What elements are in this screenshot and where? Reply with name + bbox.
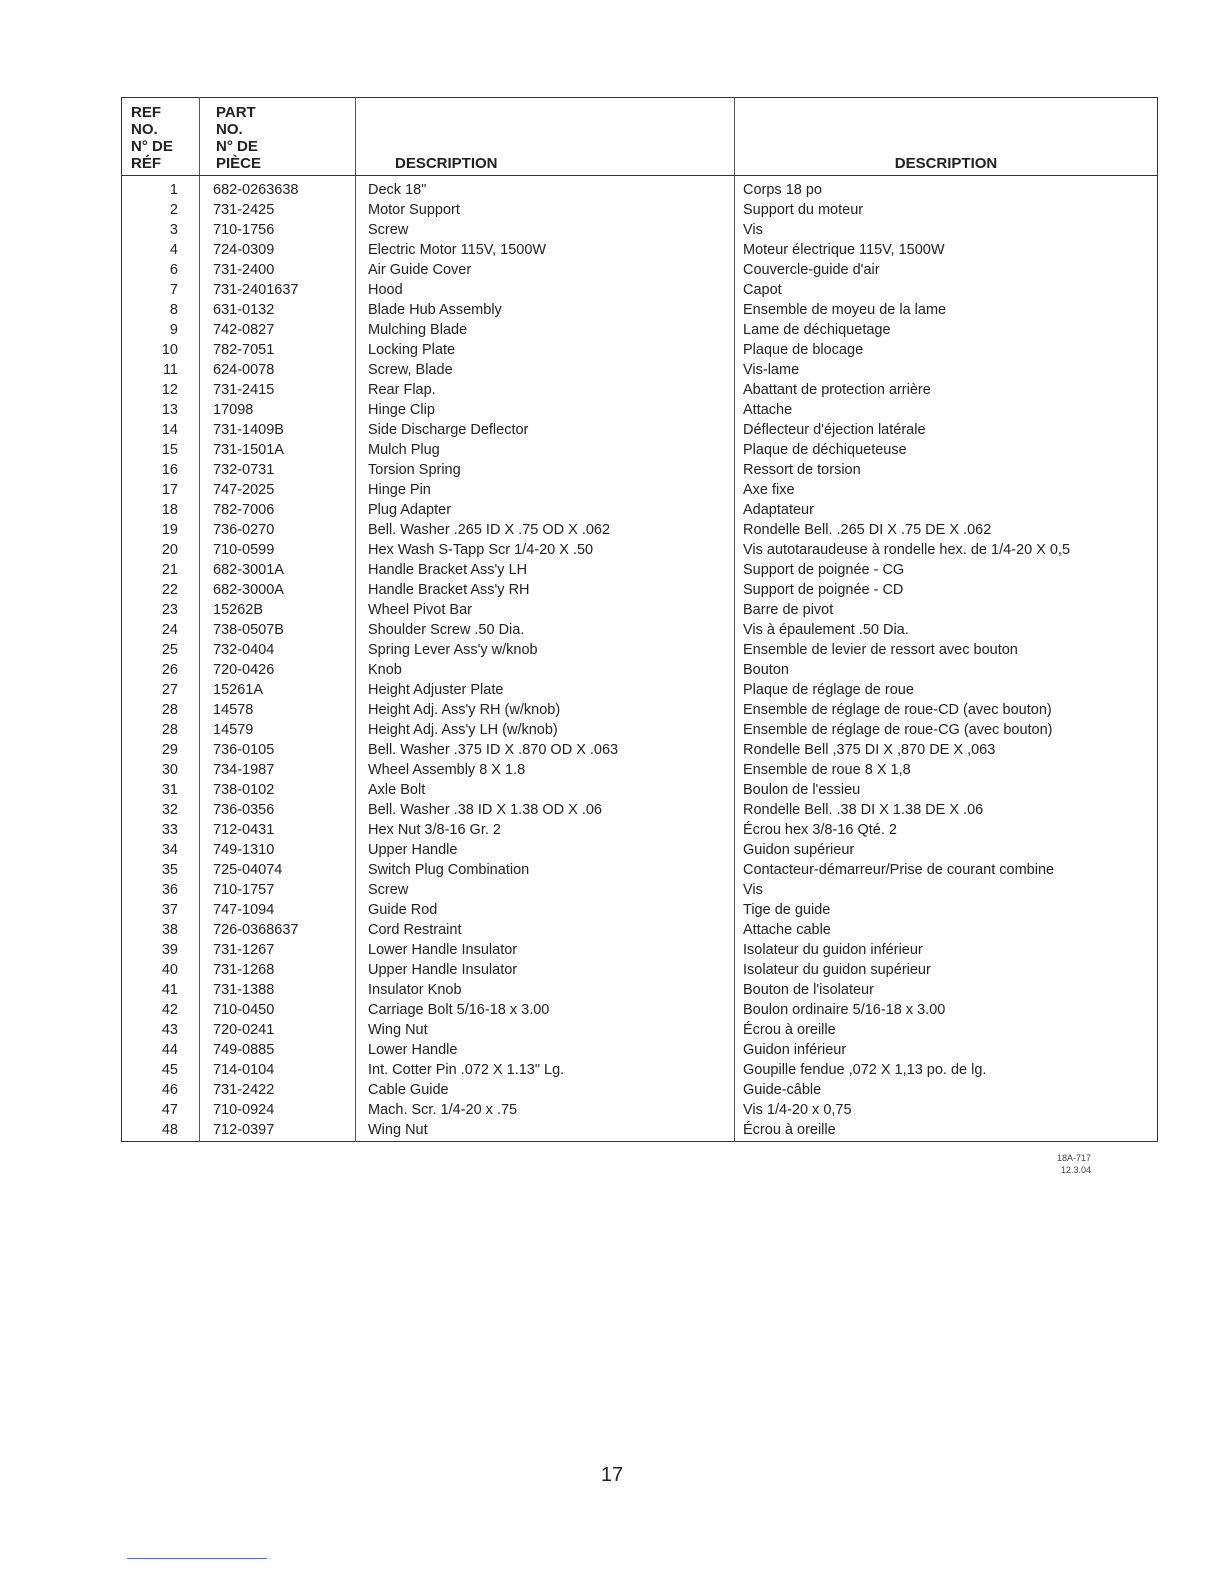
part-number-cell: 782-7051 (200, 340, 356, 360)
description-fr-cell: Plaque de blocage (743, 342, 864, 358)
ref-number-cell: 34 (122, 840, 200, 860)
description-en-cell: Mach. Scr. 1/4-20 x .75 (356, 1100, 735, 1120)
ref-number-cell: 8 (122, 300, 200, 320)
table-row (122, 900, 1158, 920)
part-number-cell: 710-1756 (200, 220, 356, 240)
description-en-cell: Axle Bolt (356, 780, 735, 800)
description-en-cell: Lower Handle (356, 1040, 735, 1060)
ref-no-header (122, 98, 200, 176)
table-row (122, 500, 1158, 520)
part-number-cell: 17098 (200, 400, 356, 420)
table-row (122, 560, 1158, 580)
table-row (122, 980, 1158, 1000)
description-en-cell: Wheel Pivot Bar (356, 600, 735, 620)
part-number-cell: 731-2425 (200, 200, 356, 220)
parts-table-body (122, 176, 1158, 1142)
description-en-cell: Handle Bracket Ass'y RH (356, 580, 735, 600)
part-number-cell: 710-0924 (200, 1100, 356, 1120)
ref-number-cell: 9 (122, 320, 200, 340)
table-row (122, 720, 1158, 740)
table-row (122, 176, 1158, 201)
table-row (122, 660, 1158, 680)
ref-number-cell: 28 (122, 700, 200, 720)
ref-number-cell: 41 (122, 980, 200, 1000)
description-en-cell: Int. Cotter Pin .072 X 1.13" Lg. (356, 1060, 735, 1080)
ref-header-line: REF (131, 104, 161, 121)
part-number-cell: 725-04074 (200, 860, 356, 880)
ref-number-cell: 43 (122, 1020, 200, 1040)
part-number-cell: 731-1388 (200, 980, 356, 1000)
description-fr-cell: Ensemble de réglage de roue-CD (avec bouton) (743, 702, 1052, 718)
ref-number-cell: 47 (122, 1100, 200, 1120)
table-row (122, 520, 1158, 540)
ref-number-cell: 19 (122, 520, 200, 540)
table-row (122, 460, 1158, 480)
description-en-cell: Torsion Spring (356, 460, 735, 480)
description-en-cell: Rear Flap. (356, 380, 735, 400)
description-fr-cell: Barre de pivot (743, 602, 834, 618)
table-row (122, 880, 1158, 900)
description-fr-cell: Ensemble de levier de ressort avec bouton (743, 642, 1018, 658)
description-fr-cell: Support de poignée - CG (743, 562, 905, 578)
ref-number-cell: 21 (122, 560, 200, 580)
description-fr-cell: Vis (743, 882, 763, 898)
table-row (122, 620, 1158, 640)
description-fr-cell: Ressort de torsion (743, 462, 861, 478)
part-header-line: N° DE (216, 138, 258, 155)
ref-number-cell: 20 (122, 540, 200, 560)
description-fr-cell: Rondelle Bell. .38 DI X 1.38 DE X .06 (743, 802, 984, 818)
ref-number-cell: 16 (122, 460, 200, 480)
description-fr-cell: Isolateur du guidon supérieur (743, 962, 931, 978)
ref-number-cell: 22 (122, 580, 200, 600)
description-fr-cell: Plaque de déchiqueteuse (743, 442, 907, 458)
document-code (1057, 1152, 1091, 1176)
ref-number-cell: 33 (122, 820, 200, 840)
ref-number-cell: 1 (122, 176, 200, 201)
part-number-cell: 738-0102 (200, 780, 356, 800)
ref-number-cell: 30 (122, 760, 200, 780)
description-fr-cell: Capot (743, 282, 782, 298)
part-number-cell: 710-0450 (200, 1000, 356, 1020)
part-number-cell: 749-0885 (200, 1040, 356, 1060)
ref-number-cell: 13 (122, 400, 200, 420)
table-header-row (122, 98, 1158, 176)
description-en-cell: Bell. Washer .38 ID X 1.38 OD X .06 (356, 800, 735, 820)
table-row (122, 1100, 1158, 1120)
description-en-cell: Motor Support (356, 200, 735, 220)
description-fr-cell: Vis 1/4-20 x 0,75 (743, 1102, 852, 1118)
description-en-cell: Mulch Plug (356, 440, 735, 460)
table-row (122, 420, 1158, 440)
table-row (122, 600, 1158, 620)
description-fr-cell: Support de poignée - CD (743, 582, 904, 598)
description-en-cell: Bell. Washer .265 ID X .75 OD X .062 (356, 520, 735, 540)
part-number-cell: 631-0132 (200, 300, 356, 320)
description-en-cell: Hinge Clip (356, 400, 735, 420)
ref-number-cell: 35 (122, 860, 200, 880)
part-number-cell: 714-0104 (200, 1060, 356, 1080)
description-en-cell: Height Adj. Ass'y LH (w/knob) (356, 720, 735, 740)
description-en-cell: Upper Handle Insulator (356, 960, 735, 980)
table-row (122, 580, 1158, 600)
part-number-cell: 731-2415 (200, 380, 356, 400)
description-en-cell: Air Guide Cover (356, 260, 735, 280)
table-row (122, 320, 1158, 340)
description-en-cell: Cable Guide (356, 1080, 735, 1100)
table-row (122, 800, 1158, 820)
ref-number-cell: 2 (122, 200, 200, 220)
part-number-cell: 738-0507B (200, 620, 356, 640)
part-number-cell: 731-2400 (200, 260, 356, 280)
description-fr-cell: Corps 18 po (743, 182, 822, 198)
description-en-cell: Hinge Pin (356, 480, 735, 500)
part-number-cell: 731-1409B (200, 420, 356, 440)
ref-number-cell: 25 (122, 640, 200, 660)
table-row (122, 480, 1158, 500)
description-en-cell: Carriage Bolt 5/16-18 x 3.00 (356, 1000, 735, 1020)
table-row (122, 1060, 1158, 1080)
ref-number-cell: 26 (122, 660, 200, 680)
part-number-cell: 682-3000A (200, 580, 356, 600)
part-number-cell: 14578 (200, 700, 356, 720)
description-en-cell: Height Adjuster Plate (356, 680, 735, 700)
ref-number-cell: 11 (122, 360, 200, 380)
part-number-cell: 731-1267 (200, 940, 356, 960)
description-en-cell: Wing Nut (356, 1120, 735, 1142)
part-header-line: PART (216, 104, 256, 121)
description-fr-cell: Boulon de l'essieu (743, 782, 861, 798)
ref-number-cell: 15 (122, 440, 200, 460)
ref-number-cell: 44 (122, 1040, 200, 1060)
part-number-cell: 682-0263638 (200, 176, 356, 201)
part-number-cell: 782-7006 (200, 500, 356, 520)
description-fr-header: DESCRIPTION (735, 98, 1158, 176)
description-en-cell: Hood (356, 280, 735, 300)
ref-number-cell: 12 (122, 380, 200, 400)
ref-number-cell: 40 (122, 960, 200, 980)
table-row (122, 1120, 1158, 1142)
description-en-cell: Switch Plug Combination (356, 860, 735, 880)
part-number-cell: 14579 (200, 720, 356, 740)
ref-number-cell: 46 (122, 1080, 200, 1100)
description-fr-cell: Guidon supérieur (743, 842, 855, 858)
description-fr-cell: Vis (743, 222, 763, 238)
part-number-cell: 710-0599 (200, 540, 356, 560)
part-number-cell: 710-1757 (200, 880, 356, 900)
description-fr-cell: Vis à épaulement .50 Dia. (743, 622, 909, 638)
description-fr-cell: Bouton de l'isolateur (743, 982, 874, 998)
table-row (122, 1040, 1158, 1060)
description-en-cell: Locking Plate (356, 340, 735, 360)
description-en-cell: Upper Handle (356, 840, 735, 860)
part-number-cell: 736-0356 (200, 800, 356, 820)
description-en-cell: Bell. Washer .375 ID X .870 OD X .063 (356, 740, 735, 760)
description-fr-cell: Écrou à oreille (743, 1022, 836, 1038)
description-fr-cell: Boulon ordinaire 5/16-18 x 3.00 (743, 1002, 946, 1018)
description-fr-cell: Écrou hex 3/8-16 Qté. 2 (743, 822, 897, 838)
table-row (122, 940, 1158, 960)
revision-date: 12.3.04 (1060, 1165, 1091, 1175)
table-row (122, 920, 1158, 940)
ref-number-cell: 6 (122, 260, 200, 280)
table-row (122, 680, 1158, 700)
description-fr-cell: Rondelle Bell ,375 DI X ,870 DE X ,063 (743, 742, 996, 758)
parts-list-table (121, 97, 1158, 1142)
part-number-cell: 736-0270 (200, 520, 356, 540)
ref-number-cell: 32 (122, 800, 200, 820)
description-fr-cell: Ensemble de moyeu de la lame (743, 302, 947, 318)
description-fr-cell: Plaque de réglage de roue (743, 682, 914, 698)
ref-header-line: N° DE (131, 138, 173, 155)
description-fr-cell: Guide-câble (743, 1082, 822, 1098)
ref-number-cell: 38 (122, 920, 200, 940)
part-number-cell: 731-1501A (200, 440, 356, 460)
description-fr-cell: Contacteur-démarreur/Prise de courant combine (743, 862, 1055, 878)
description-fr-cell: Tige de guide (743, 902, 831, 918)
description-fr-cell: Lame de déchiquetage (743, 322, 891, 338)
part-number-cell: 15261A (200, 680, 356, 700)
part-number-cell: 712-0397 (200, 1120, 356, 1142)
part-number-cell: 720-0241 (200, 1020, 356, 1040)
description-en-header: DESCRIPTION (356, 98, 735, 176)
ref-number-cell: 17 (122, 480, 200, 500)
table-row (122, 820, 1158, 840)
table-row (122, 740, 1158, 760)
description-en-cell: Side Discharge Deflector (356, 420, 735, 440)
description-fr-cell: Rondelle Bell. .265 DI X .75 DE X .062 (743, 522, 992, 538)
part-number-cell: 724-0309 (200, 240, 356, 260)
ref-number-cell: 24 (122, 620, 200, 640)
table-row (122, 860, 1158, 880)
description-en-cell: Handle Bracket Ass'y LH (356, 560, 735, 580)
description-fr-cell: Adaptateur (743, 502, 814, 518)
description-fr-cell: Isolateur du guidon inférieur (743, 942, 923, 958)
part-number-cell: 726-0368637 (200, 920, 356, 940)
table-row (122, 700, 1158, 720)
description-fr-cell: Moteur électrique 115V, 1500W (743, 242, 945, 258)
part-no-header (200, 98, 356, 176)
description-fr-cell: Écrou à oreille (743, 1122, 836, 1138)
table-row (122, 240, 1158, 260)
table-row (122, 840, 1158, 860)
part-number-cell: 732-0404 (200, 640, 356, 660)
part-number-cell: 731-2401637 (200, 280, 356, 300)
table-row (122, 540, 1158, 560)
ref-header-line: RÉF (131, 155, 161, 172)
description-fr-cell: Attache cable (743, 922, 831, 938)
description-fr-cell: Goupille fendue ,072 X 1,13 po. de lg. (743, 1062, 987, 1078)
ref-number-cell: 31 (122, 780, 200, 800)
description-fr-cell: Vis autotaraudeuse à rondelle hex. de 1/4-20 X 0,5 (743, 542, 1071, 558)
table-row (122, 300, 1158, 320)
table-row (122, 340, 1158, 360)
page-number: 17 (600, 1464, 624, 1486)
description-en-cell: Cord Restraint (356, 920, 735, 940)
ref-number-cell: 18 (122, 500, 200, 520)
footer-divider (127, 1558, 267, 1559)
part-number-cell: 747-1094 (200, 900, 356, 920)
description-fr-cell: Ensemble de roue 8 X 1,8 (743, 762, 911, 778)
description-en-cell: Shoulder Screw .50 Dia. (356, 620, 735, 640)
table-row (122, 280, 1158, 300)
table-row (122, 400, 1158, 420)
description-en-cell: Hex Wash S-Tapp Scr 1/4-20 X .50 (356, 540, 735, 560)
table-row (122, 440, 1158, 460)
ref-number-cell: 28 (122, 720, 200, 740)
part-number-cell: 682-3001A (200, 560, 356, 580)
part-number-cell: 734-1987 (200, 760, 356, 780)
ref-header-line: NO. (131, 121, 158, 138)
part-number-cell: 15262B (200, 600, 356, 620)
description-fr-cell: Guidon inférieur (743, 1042, 847, 1058)
ref-number-cell: 39 (122, 940, 200, 960)
table-row (122, 360, 1158, 380)
ref-number-cell: 36 (122, 880, 200, 900)
description-fr-cell: Vis-lame (743, 362, 800, 378)
description-en-cell: Screw, Blade (356, 360, 735, 380)
part-number-cell: 736-0105 (200, 740, 356, 760)
ref-number-cell: 4 (122, 240, 200, 260)
ref-number-cell: 14 (122, 420, 200, 440)
description-en-cell: Wheel Assembly 8 X 1.8 (356, 760, 735, 780)
model-code: 18A-717 (1056, 1153, 1091, 1163)
ref-number-cell: 29 (122, 740, 200, 760)
ref-number-cell: 10 (122, 340, 200, 360)
table-row (122, 960, 1158, 980)
ref-number-cell: 27 (122, 680, 200, 700)
ref-number-cell: 48 (122, 1120, 200, 1142)
description-fr-cell: Axe fixe (743, 482, 795, 498)
description-en-cell: Deck 18" (356, 176, 735, 201)
description-en-cell: Hex Nut 3/8-16 Gr. 2 (356, 820, 735, 840)
description-en-cell: Insulator Knob (356, 980, 735, 1000)
description-en-cell: Screw (356, 880, 735, 900)
description-en-cell: Knob (356, 660, 735, 680)
part-number-cell: 731-2422 (200, 1080, 356, 1100)
description-en-cell: Screw (356, 220, 735, 240)
description-en-cell: Wing Nut (356, 1020, 735, 1040)
part-number-cell: 624-0078 (200, 360, 356, 380)
description-en-cell: Plug Adapter (356, 500, 735, 520)
table-row (122, 780, 1158, 800)
part-number-cell: 731-1268 (200, 960, 356, 980)
ref-number-cell: 3 (122, 220, 200, 240)
ref-number-cell: 7 (122, 280, 200, 300)
table-row (122, 1020, 1158, 1040)
description-en-cell: Guide Rod (356, 900, 735, 920)
description-en-cell: Spring Lever Ass'y w/knob (356, 640, 735, 660)
description-fr-cell: Ensemble de réglage de roue-CG (avec bouton) (743, 722, 1053, 738)
table-row (122, 640, 1158, 660)
description-fr-cell: Abattant de protection arrière (743, 382, 931, 398)
part-number-cell: 720-0426 (200, 660, 356, 680)
description-en-cell: Blade Hub Assembly (356, 300, 735, 320)
table-row (122, 220, 1158, 240)
description-fr-cell: Couvercle-guide d'air (743, 262, 880, 278)
part-number-cell: 742-0827 (200, 320, 356, 340)
description-fr-cell: Support du moteur (743, 202, 864, 218)
description-fr-cell: Déflecteur d'éjection latérale (743, 422, 926, 438)
table-row (122, 260, 1158, 280)
table-row (122, 1080, 1158, 1100)
table-row (122, 760, 1158, 780)
part-number-cell: 747-2025 (200, 480, 356, 500)
ref-number-cell: 42 (122, 1000, 200, 1020)
table-row (122, 200, 1158, 220)
part-number-cell: 749-1310 (200, 840, 356, 860)
description-fr-cell: Attache (743, 402, 793, 418)
description-fr-cell: Bouton (743, 662, 789, 678)
table-row (122, 1000, 1158, 1020)
ref-number-cell: 45 (122, 1060, 200, 1080)
description-en-cell: Electric Motor 115V, 1500W (356, 240, 735, 260)
ref-number-cell: 37 (122, 900, 200, 920)
table-row (122, 380, 1158, 400)
part-number-cell: 712-0431 (200, 820, 356, 840)
description-en-cell: Lower Handle Insulator (356, 940, 735, 960)
part-header-line: PIÈCE (216, 155, 262, 172)
part-header-line: NO. (216, 121, 243, 138)
part-number-cell: 732-0731 (200, 460, 356, 480)
description-en-cell: Height Adj. Ass'y RH (w/knob) (356, 700, 735, 720)
ref-number-cell: 23 (122, 600, 200, 620)
description-en-cell: Mulching Blade (356, 320, 735, 340)
